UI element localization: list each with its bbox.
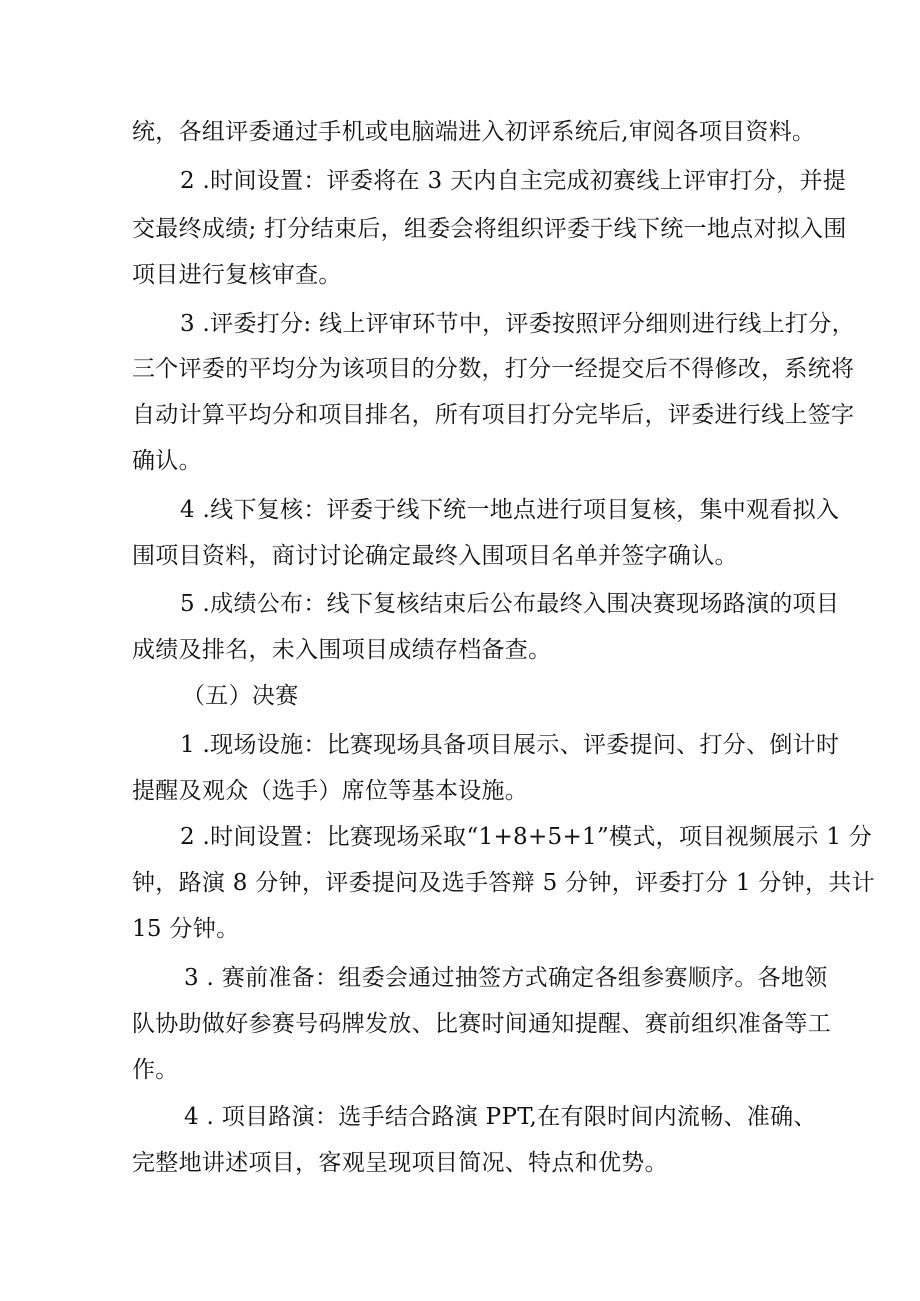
text-line: 2 .时间设置：评委将在 3 天内自主完成初赛线上评审打分，并提 <box>180 168 847 194</box>
text-line: 自动计算平均分和项目排名，所有项目打分完毕后，评委进行线上签字 <box>132 402 855 428</box>
text-line: 1 .现场设施：比赛现场具备项目展示、评委提问、打分、倒计时 <box>180 732 840 758</box>
text-line: 围项目资料，商讨讨论确定最终入围项目名单并签字确认。 <box>132 543 738 569</box>
text-line: 统，各组评委通过手机或电脑端进入初评系统后,审阅各项目资料。 <box>132 119 816 145</box>
section-heading: （五）决赛 <box>182 683 299 709</box>
text-line: 4 .线下复核：评委于线下统一地点进行项目复核，集中观看拟入 <box>180 497 840 523</box>
text-line: 项目进行复核审查。 <box>132 262 342 288</box>
text-line: 交最终成绩; 打分结束后，组委会将组织评委于线下统一地点对拟入围 <box>132 216 847 242</box>
text-line: 2 .时间设置：比赛现场采取“1+8+5+1”模式，项目视频展示 1 分 <box>180 824 873 850</box>
text-line: 15 分钟。 <box>132 916 240 942</box>
text-line: 提醒及观众（选手）席位等基本设施。 <box>132 778 529 804</box>
text-line: 成绩及排名，未入围项目成绩存档备查。 <box>132 637 552 663</box>
text-line: 队协助做好参赛号码牌发放、比赛时间通知提醒、赛前组织准备等工 <box>132 1011 831 1037</box>
text-line: 3 .评委打分: 线上评审环节中，评委按照评分细则进行线上打分， <box>180 311 855 337</box>
text-line: 作。 <box>132 1057 179 1083</box>
text-line: 确认。 <box>132 448 202 474</box>
text-line: 3 . 赛前准备：组委会通过抽签方式确定各组参赛顺序。各地领 <box>184 965 828 991</box>
text-line: 完整地讲述项目，客观呈现项目简况、特点和优势。 <box>132 1150 668 1176</box>
text-line: 钟，路演 8 分钟，评委提问及选手答辩 5 分钟，评委打分 1 分钟，共计 <box>132 870 875 896</box>
text-line: 5 .成绩公布：线下复核结束后公布最终入围决赛现场路演的项目 <box>180 591 840 617</box>
text-line: 三个评委的平均分为该项目的分数，打分一经提交后不得修改，系统将 <box>132 356 855 382</box>
text-line: 4 . 项目路演：选手结合路演 PPT,在有限时间内流畅、准确、 <box>184 1104 817 1130</box>
